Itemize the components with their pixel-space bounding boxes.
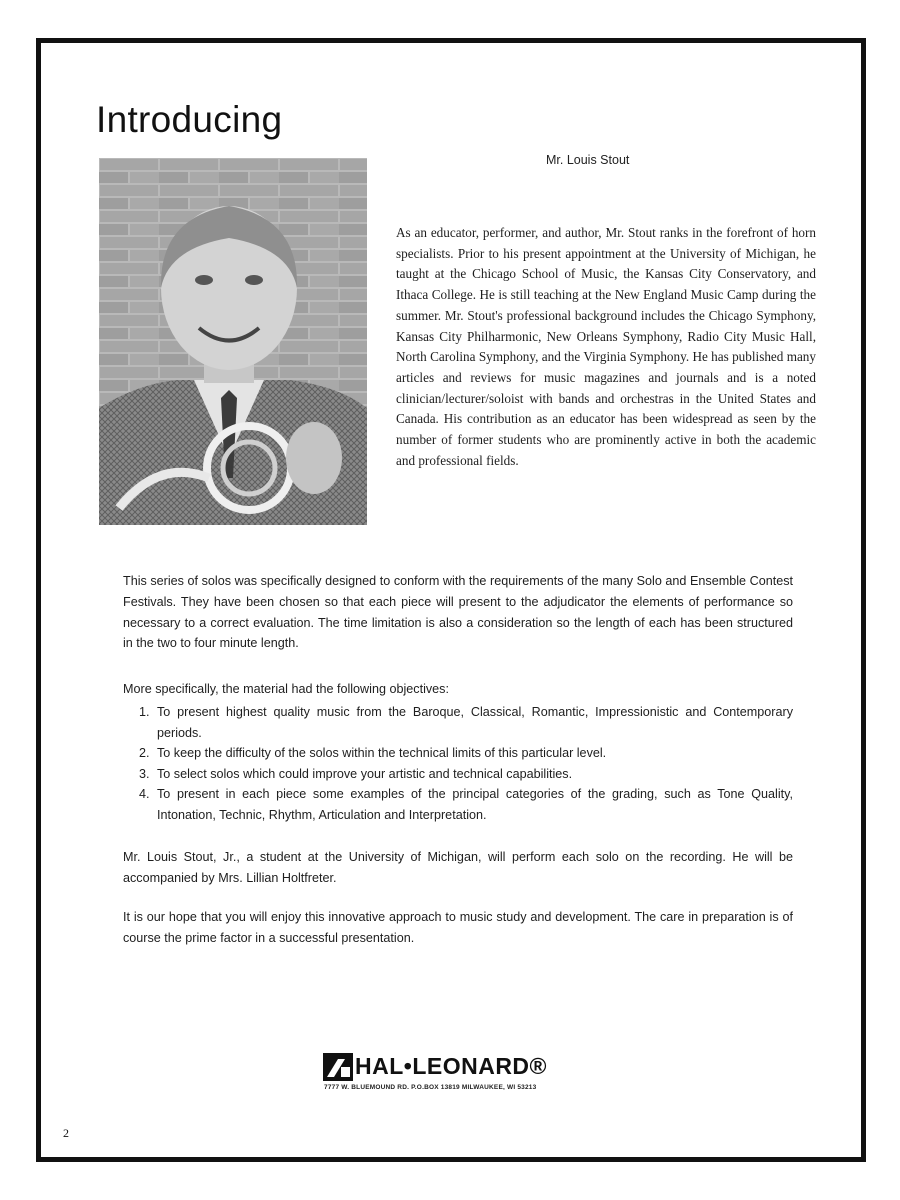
biography-text: As an educator, performer, and author, Mr. Stout ranks in the forefront of horn specialists. Prior to his present appointment at the University of Michigan, he taught at the Chicago School of Music, the Kansas City Conservatory, and Ithaca College. He is still teaching at the New England Music Camp during the summer. Mr. Stout's professional background includes the Chicago Symphony, Kansas City Philharmonic, New Orleans Symphony, Radio City Music Hall, North Carolina Symphony, and the Virginia Symphony. He has published many articles and reviews for music magazines and journals and is a noted clinician/lecturer/soloist with bands and orchestras in the United States and Canada. His contribution as an educator has been widespread as seen by the number of former students who are prominently active in both the academic and professional fields. <box>396 225 816 468</box>
publisher-logo <box>321 1050 601 1096</box>
objectives-lead: More specifically, the material had the following objectives: <box>123 682 449 696</box>
objective-item: 2. To keep the difficulty of the solos within the technical limits of this particular level. <box>139 746 607 761</box>
performer-note: Mr. Louis Stout, Jr., a student at the University of Michigan, will perform each solo on the recording. He will be accompanied by Mrs. Lillian Holtfreter. <box>123 850 793 885</box>
series-description: This series of solos was specifically designed to conform with the requirements of the many Solo and Ensemble Contest Festivals. They have been chosen so that each piece will present to the adjudicator the elements of performance so necessary to a correct evaluation. The time limitation is also a consideration so the length of each has been structured in the two to four minute length. <box>123 574 793 651</box>
portrait-illustration <box>99 158 367 525</box>
objective-item: 1. To present highest quality music from the Baroque, Classical, Romantic, Impressionistic and Contemporary periods. <box>139 705 793 740</box>
page-title: Introducing <box>96 99 283 140</box>
objective-item: 3. To select solos which could improve your artistic and technical capabilities. <box>139 766 573 781</box>
publisher-logo-icon <box>323 1053 353 1081</box>
objective-item: 4. To present in each piece some examples of the principal categories of the grading, such as Tone Quality, Intonation, Technic, Rhythm, Articulation and Interpretation. <box>139 787 793 822</box>
page-frame <box>36 38 866 1162</box>
subject-name: Mr. Louis Stout <box>546 153 630 167</box>
publisher-address: 7777 W. BLUEMOUND RD. P.O.BOX 13819 MILWAUKEE, WI 53213 <box>324 1084 537 1091</box>
page-number: 2 <box>63 1126 69 1140</box>
publisher-name: HAL•LEONARD® <box>355 1053 547 1079</box>
objectives-list <box>139 702 793 826</box>
closing-note: It is our hope that you will enjoy this innovative approach to music study and development. The care in preparation is of course the prime factor in a successful presentation. <box>123 910 793 945</box>
portrait-photo <box>99 158 367 525</box>
